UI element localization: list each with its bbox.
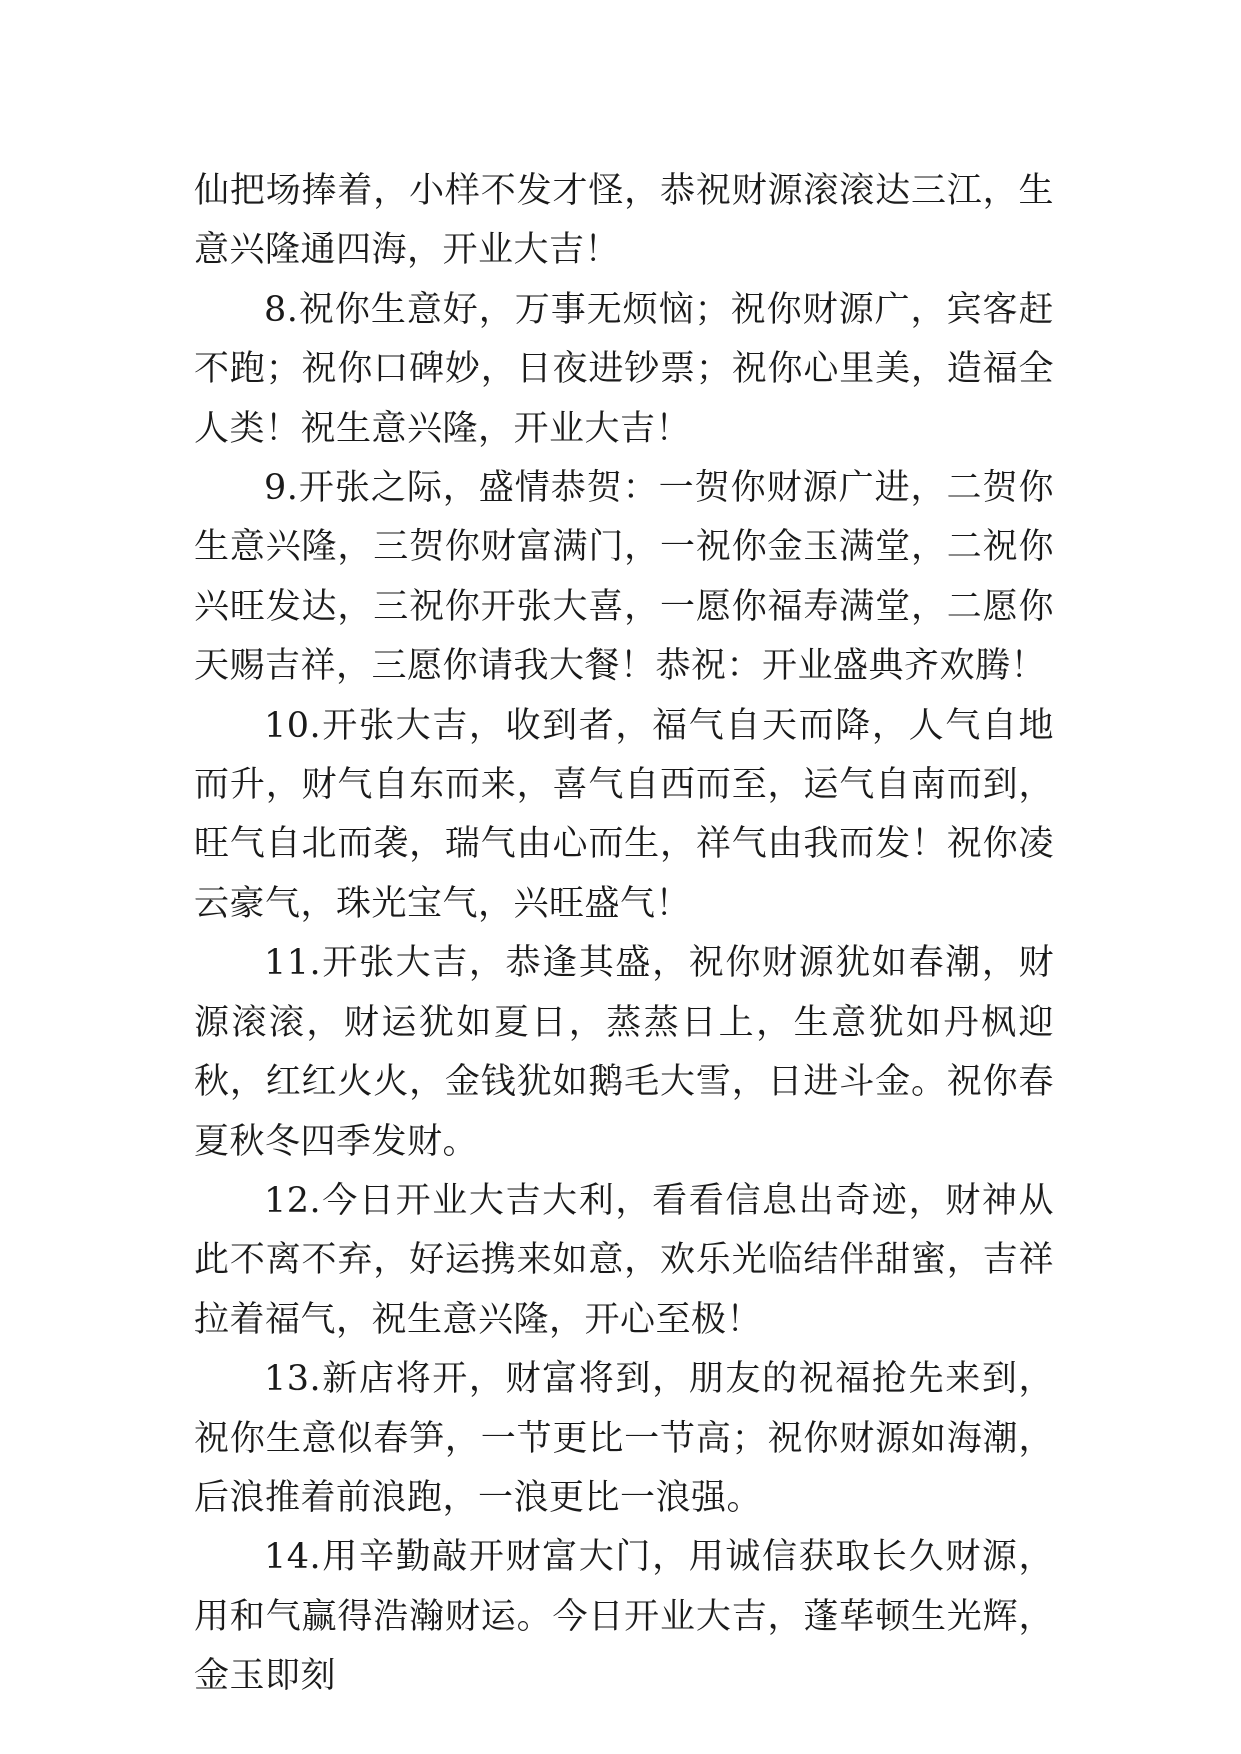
paragraph-7-continuation: 仙把场捧着，小样不发才怪，恭祝财源滚滚达三江，生意兴隆通四海，开业大吉！: [194, 171, 1054, 271]
document-body: [194, 162, 1054, 1707]
paragraph-13: 13.新店将开，财富将到，朋友的祝福抢先来到，祝你生意似春笋，一节更比一节高；祝你财源如海潮，后浪推着前浪跑，一浪更比一浪强。: [194, 1359, 1054, 1518]
paragraph-11: 11.开张大吉，恭逢其盛，祝你财源犹如春潮，财源滚滚，财运犹如夏日，蒸蒸日上，生意犹如丹枫迎秋，红红火火，金钱犹如鹅毛大雪，日进斗金。祝你春夏秋冬四季发财。: [194, 943, 1054, 1162]
paragraph-12: 12.今日开业大吉大利，看看信息出奇迹，财神从此不离不弃，好运携来如意，欢乐光临结伴甜蜜，吉祥拉着福气，祝生意兴隆，开心至极！: [194, 1180, 1054, 1340]
paragraph-8: 8.祝你生意好，万事无烦恼；祝你财源广，宾客赶不跑；祝你口碑妙，日夜进钞票；祝你心里美，造福全人类！祝生意兴隆，开业大吉！: [194, 289, 1054, 449]
paragraph-14: 14.用辛勤敲开财富大门，用诚信获取长久财源，用和气赢得浩瀚财运。今日开业大吉，蓬荜顿生光辉，金玉即刻: [194, 1537, 1054, 1697]
paragraph-9: 9.开张之际，盛情恭贺：一贺你财源广进，二贺你生意兴隆，三贺你财富满门，一祝你金玉满堂，二祝你兴旺发达，三祝你开张大喜，一愿你福寿满堂，二愿你天赐吉祥，三愿你请我大餐！恭祝：开业盛典齐欢腾！: [194, 468, 1054, 687]
paragraph-10: 10.开张大吉，收到者，福气自天而降，人气自地而升，财气自东而来，喜气自西而至，运气自南而到，旺气自北而袭，瑞气由心而生，祥气由我而发！祝你凌云豪气，珠光宝气，兴旺盛气！: [194, 705, 1054, 924]
